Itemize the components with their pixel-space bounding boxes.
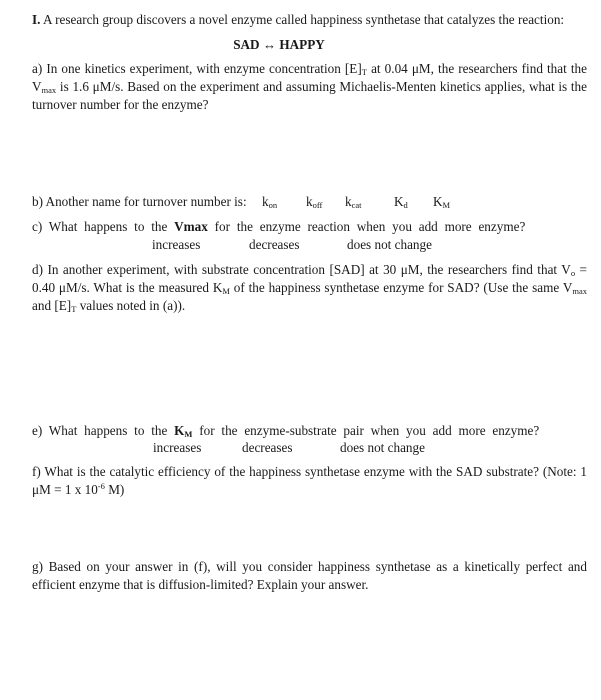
part-b-option-kcat xyxy=(345,193,362,211)
option-main: k xyxy=(262,194,269,209)
option-sub: cat xyxy=(351,200,362,210)
option-sub: M xyxy=(442,200,451,210)
part-c-choices xyxy=(32,236,587,254)
option-sub: off xyxy=(312,200,323,210)
part-d-sub-1: o xyxy=(570,268,576,278)
part-d-sub-3: max xyxy=(572,286,587,296)
part-c-choice-decreases: decreases xyxy=(249,237,300,252)
part-b-option-km xyxy=(433,193,450,211)
part-c-vmax: Vmax xyxy=(174,219,208,234)
part-e-choice-decreases: decreases xyxy=(242,440,293,455)
part-a-sub-1: T xyxy=(361,67,367,77)
part-g-text: g) Based on your answer in (f), will you consider happiness synthetase as a kinetically perfect and efficient enzyme that is diffusion-limited? Explain your answer. xyxy=(32,559,587,592)
reaction-product: HAPPY xyxy=(279,37,325,52)
option-sub: on xyxy=(268,200,278,210)
part-c-choice-no-change: does not change xyxy=(347,237,432,252)
option-sub: d xyxy=(403,200,408,210)
part-a-text-3: is 1.6 μM/s. Based on the experiment and assuming Michaelis-Menten kinetics applies, what is the turnover number for the enzyme? xyxy=(32,79,587,112)
part-e-choice-increases: increases xyxy=(153,440,202,455)
part-c-question xyxy=(32,218,587,236)
part-d-question xyxy=(32,261,587,315)
part-c-text-2: for the enzyme reaction when you add more enzyme? xyxy=(207,219,526,234)
part-a-sub-2: max xyxy=(41,85,57,95)
part-a-text-2: at 0.04 μM, the researchers find that the V xyxy=(32,61,587,94)
reaction-arrow: ↔ xyxy=(262,37,277,52)
reaction-equation xyxy=(32,36,526,54)
part-f-text-2: M) xyxy=(104,482,125,497)
option-main: k xyxy=(345,194,352,209)
option-main: k xyxy=(306,194,313,209)
part-e-km xyxy=(174,423,192,438)
part-c-text-1: c) What happens to the xyxy=(32,219,175,234)
part-e-choice-no-change: does not change xyxy=(340,440,425,455)
part-b-option-koff xyxy=(306,193,322,211)
part-g-question xyxy=(32,558,587,594)
part-b-option-kon xyxy=(262,193,277,211)
part-b-option-kd xyxy=(394,193,408,211)
part-e-km-main: K xyxy=(174,423,185,438)
option-main: K xyxy=(433,194,443,209)
question-intro: A research group discovers a novel enzyme called happiness synthetase that catalyzes the reaction: xyxy=(43,12,565,27)
part-b-prompt: b) Another name for turnover number is: xyxy=(32,194,247,209)
part-e-text-2: for the enzyme-substrate pair when you add more enzyme? xyxy=(192,423,540,438)
question-title xyxy=(32,11,592,29)
part-f-exponent: -6 xyxy=(97,481,105,491)
part-d-sub-2: M xyxy=(222,286,230,296)
option-main: K xyxy=(394,194,404,209)
part-d-text-5: values noted in (a)). xyxy=(76,298,186,313)
part-e-km-sub: M xyxy=(184,429,193,439)
part-a-question xyxy=(32,60,587,114)
part-d-text-3: of the happiness synthetase enzyme for SAD? (Use the same V xyxy=(229,280,573,295)
part-e-choices xyxy=(32,439,587,457)
part-d-text-2: = 0.40 μM/s. What is the measured K xyxy=(32,262,587,295)
part-d-sub-4: T xyxy=(71,304,77,314)
part-b-question xyxy=(32,193,587,211)
part-a-text-1: a) In one kinetics experiment, with enzyme concentration [E] xyxy=(32,61,362,76)
reaction-substrate: SAD xyxy=(233,37,260,52)
question-number: I. xyxy=(32,12,41,27)
part-e-question xyxy=(32,422,587,440)
part-f-question xyxy=(32,463,587,499)
part-d-text-4: and [E] xyxy=(32,298,72,313)
part-e-text-1: e) What happens to the xyxy=(32,423,175,438)
part-c-choice-increases: increases xyxy=(152,237,201,252)
part-f-text-1: f) What is the catalytic efficiency of the happiness synthetase enzyme with the SAD substrate? (Note: 1 μM = 1 x 10 xyxy=(32,464,587,497)
part-d-text-1: d) In another experiment, with substrate concentration [SAD] at 30 μM, the researchers find that V xyxy=(32,262,571,277)
